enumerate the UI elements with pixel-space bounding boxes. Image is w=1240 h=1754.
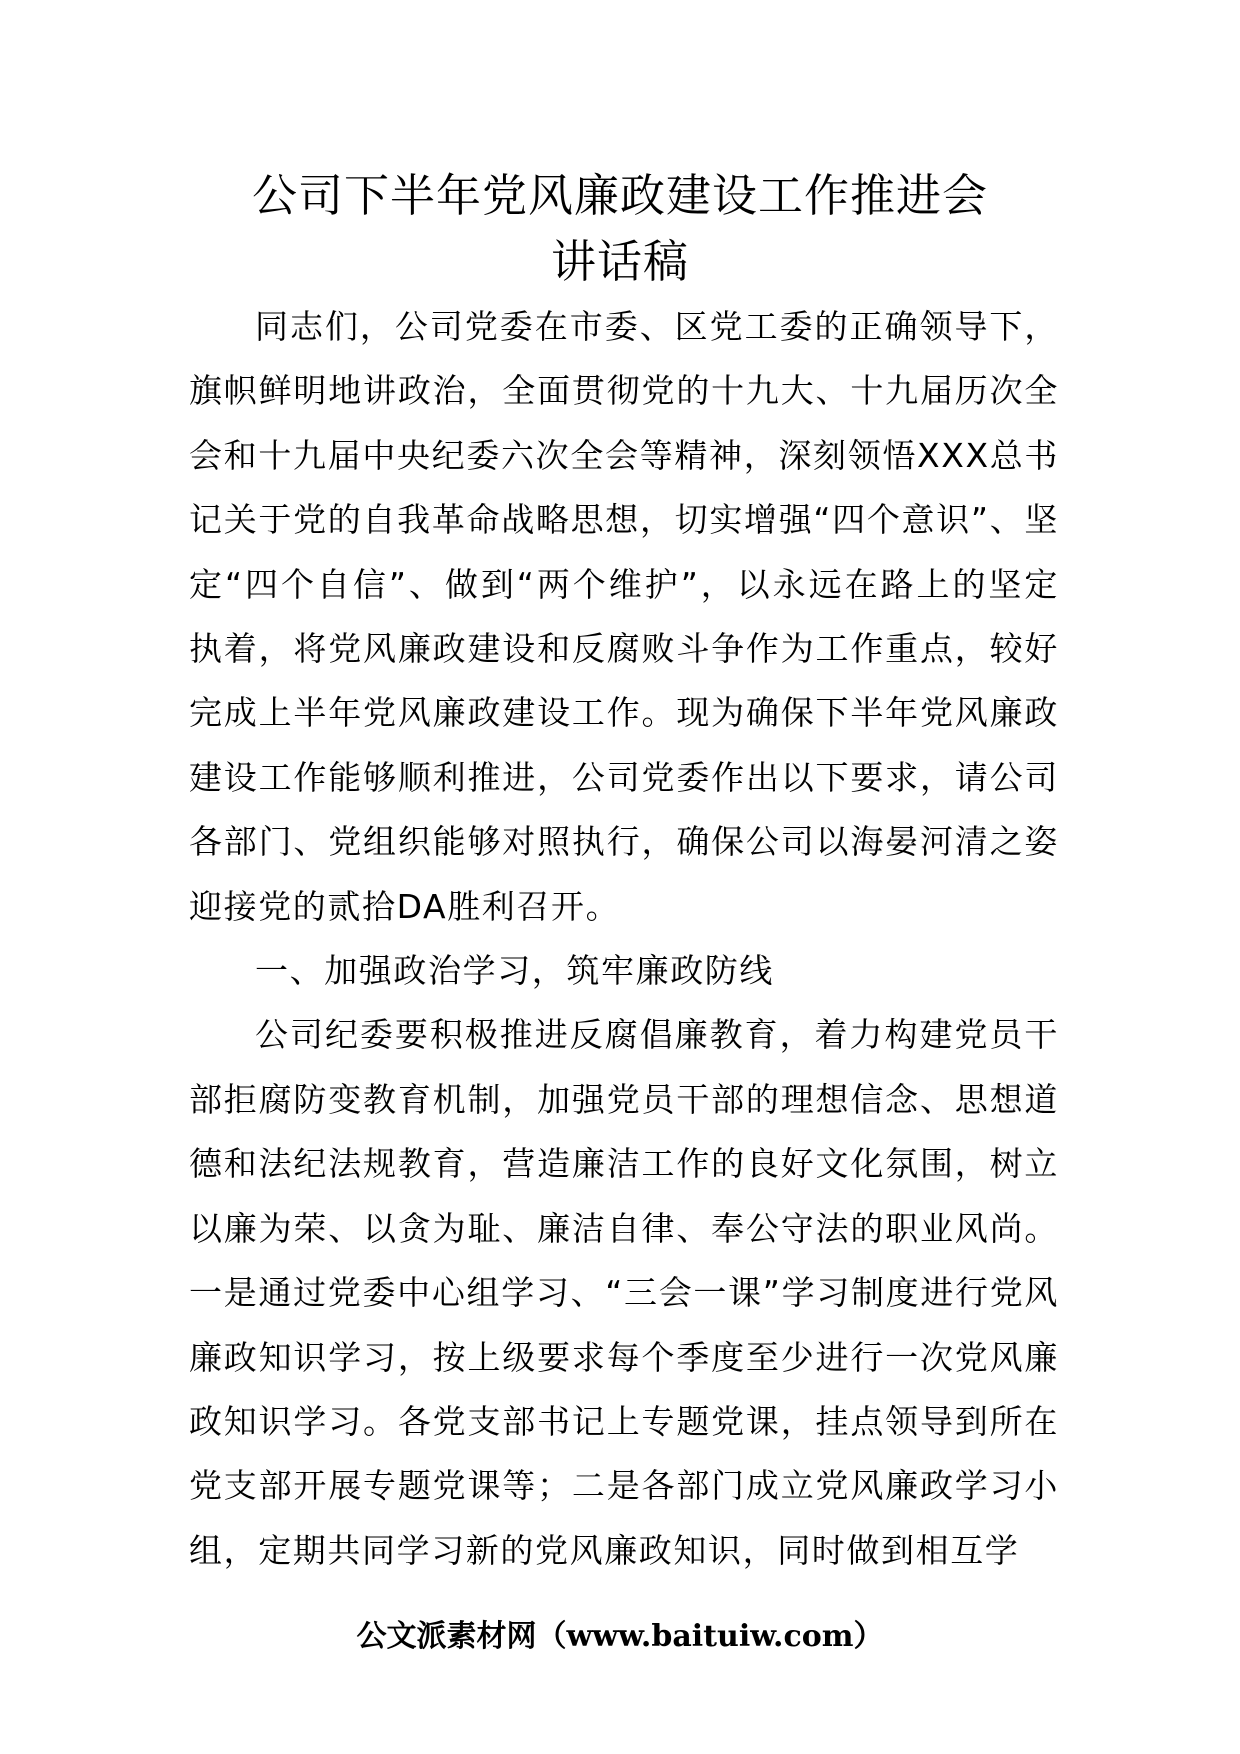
page-footer-watermark: 公文派素材网（www.baituiw.com） bbox=[356, 1619, 884, 1654]
paragraph-intro: 同志们，公司党委在市委、区党工委的正确领导下，旗帜鲜明地讲政治，全面贯彻党的十九大、十九届历次全会和十九届中央纪委六次全会等精神，深刻领悟XXX总书记关于党的自我革命战略思想，切实增强“四个意识”、坚定“四个自信”、做到“两个维护”，以永远在路上的坚定执着，将党风廉政建设和反腐败斗争作为工作重点，较好完成上半年党风廉政建设工作。现为确保下半年党风廉政建设工作能够顺利推进，公司党委作出以下要求，请公司各部门、党组织能够对照执行，确保公司以海晏河清之姿迎接党的贰拾DA胜利召开。 bbox=[189, 307, 1059, 926]
document-title-line-1: 公司下半年党风廉政建设工作推进会 bbox=[251, 169, 988, 222]
document-title-line-2: 讲话稿 bbox=[550, 235, 689, 288]
paragraph-section-1: 公司纪委要积极推进反腐倡廉教育，着力构建党员干部拒腐防变教育机制，加强党员干部的理想信念、思想道德和法纪法规教育，营造廉洁工作的良好文化氛围，树立以廉为荣、以贪为耻、廉洁自律、奉公守法的职业风尚。一是通过党委中心组学习、“三会一课”学习制度进行党风廉政知识学习，按上级要求每个季度至少进行一次党风廉政知识学习。各党支部书记上专题党课，挂点领导到所在党支部开展专题党课等；二是各部门成立党风廉政学习小组，定期共同学习新的党风廉政知识，同时做到相互学 bbox=[189, 1015, 1059, 1570]
document-body bbox=[189, 295, 1059, 1583]
section-heading-1: 一、加强政治学习，筑牢廉政防线 bbox=[255, 951, 774, 991]
